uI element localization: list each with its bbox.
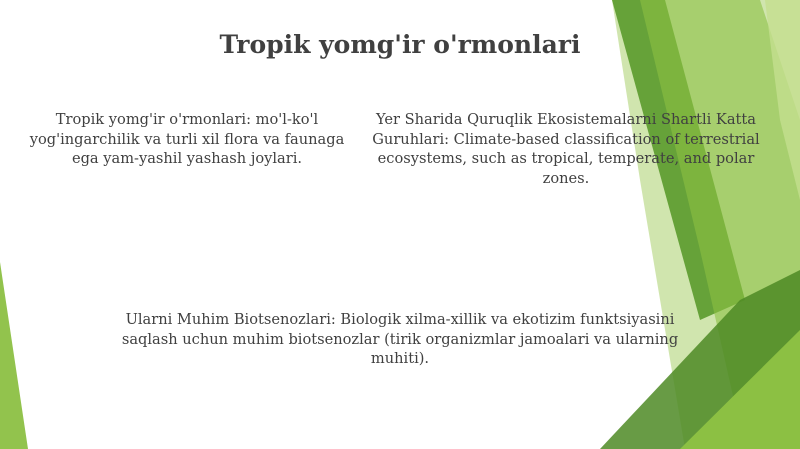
slide-title: Tropik yomg'ir o'rmonlari [219,30,581,59]
text-block-rainforest: Tropik yomg'ir o'rmonlari: mo'l-ko'l yog'ingarchilik va turli xil flora va faunaga ega yam-yashil yashash joylari. [29,111,345,167]
text-block-biocenoses: Ularni Muhim Biotsenozlari: Biologik xilma-xillik va ekotizim funktsiyasini saqlash uchun muhim biotsenozlar (tirik organizmlar jamoalari va ularning muhiti). [121,311,679,367]
text-block-ecosystem-groups: Yer Sharida Quruqlik Ekosistemalarni Shartli Katta Guruhlari: Climate-based classification of terrestrial ecosystems, such as tropical, temperate, and polar zones. [372,111,760,187]
